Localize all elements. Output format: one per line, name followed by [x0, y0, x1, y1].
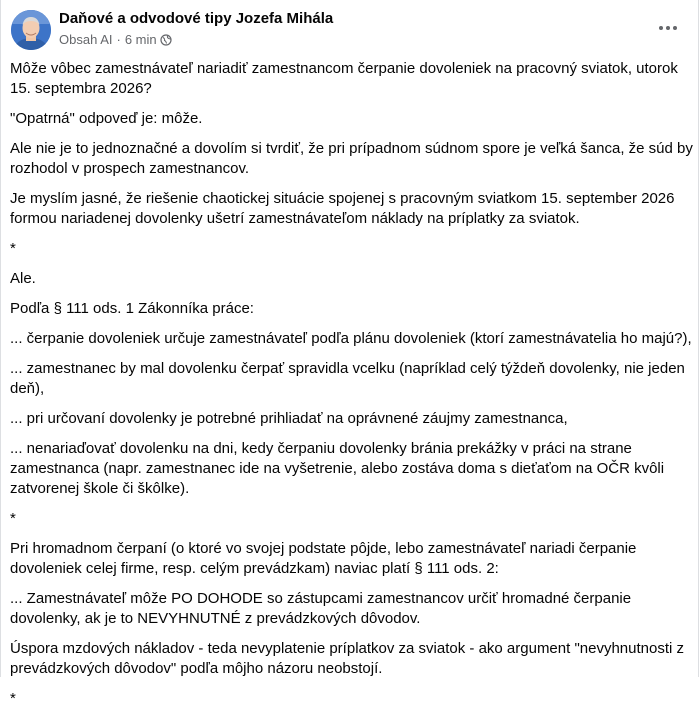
post-paragraph: Môže vôbec zamestnávateľ nariadiť zamestnancom čerpanie dovoleniek na pracovný sviatok, utorok 15. septembra 2026?	[10, 60, 678, 97]
author-avatar[interactable]	[11, 10, 51, 50]
post-paragraph: ... pri určovaní dovolenky je potrebné prihliadať na oprávnené záujmy zamestnanca,	[10, 410, 568, 427]
post-separator-star: *	[10, 240, 16, 257]
post-separator-star: *	[10, 690, 16, 707]
post-paragraph: ... čerpanie dovoleniek určuje zamestnávateľ podľa plánu dovoleniek (ktorí zamestnávatelia ho majú?),	[10, 330, 692, 347]
post-body	[10, 59, 694, 719]
source-label: Obsah AI	[59, 32, 113, 47]
post-paragraph: Je myslím jasné, že riešenie chaotickej situácie spojenej s pracovným sviatkom 15. september 2026 formou nariadenej dovolenky ušetrí zamestnávateľom náklady na príplatky za sviatok.	[10, 190, 675, 227]
post-paragraph: ... zamestnanec by mal dovolenku čerpať spravidla vcelku (napríklad celý týždeň dovolenky, nie jeden deň),	[10, 360, 685, 397]
post-header	[1, 0, 699, 56]
post-separator-star: *	[10, 510, 16, 527]
globe-icon	[160, 34, 172, 46]
more-options-button[interactable]	[650, 14, 686, 42]
post-paragraph: Úspora mzdových nákladov - teda nevyplatenie príplatkov za sviatok - ako argument "nevyhnutnosti z prevádzkových dôvodov" podľa môjho názoru neobstojí.	[10, 640, 685, 677]
post-meta	[59, 32, 172, 47]
post-paragraph: ... nenariaďovať dovolenku na dni, kedy čerpaniu dovolenky bránia prekážky v práci na strane zamestnanca (napr. zamestnanec ide na vyšetrenie, alebo zostáva doma s dieťaťom na OČR kvôli zatvorenej škole či škôlke).	[10, 440, 665, 497]
post-timestamp[interactable]: 6 min	[124, 32, 157, 47]
more-options-icon	[658, 25, 678, 31]
post-paragraph: Pri hromadnom čerpaní (o ktoré vo svojej podstate pôjde, lebo zamestnávateľ nariadi čerpanie dovoleniek celej firme, resp. celým prevádzkam) naviac platí § 111 ods. 2:	[10, 540, 637, 577]
author-name[interactable]: Daňové a odvodové tipy Jozefa Mihála	[59, 10, 334, 27]
avatar-image	[11, 10, 51, 50]
post-paragraph: ... Zamestnávateľ môže PO DOHODE so zástupcami zamestnancov určiť hromadné čerpanie dovolenky, ak je to NEVYHNUTNÉ z prevádzkových dôvodov.	[10, 590, 632, 627]
post-paragraph: Ale nie je to jednoznačné a dovolím si tvrdiť, že pri prípadnom súdnom spore je veľká šanca, že súd by rozhodol v prospech zamestnancov.	[10, 140, 693, 177]
post-paragraph: "Opatrná" odpoveď je: môže.	[10, 110, 203, 127]
post-paragraph: Podľa § 111 ods. 1 Zákonníka práce:	[10, 300, 254, 317]
meta-separator: ·	[116, 32, 121, 47]
post-paragraph: Ale.	[10, 270, 36, 287]
